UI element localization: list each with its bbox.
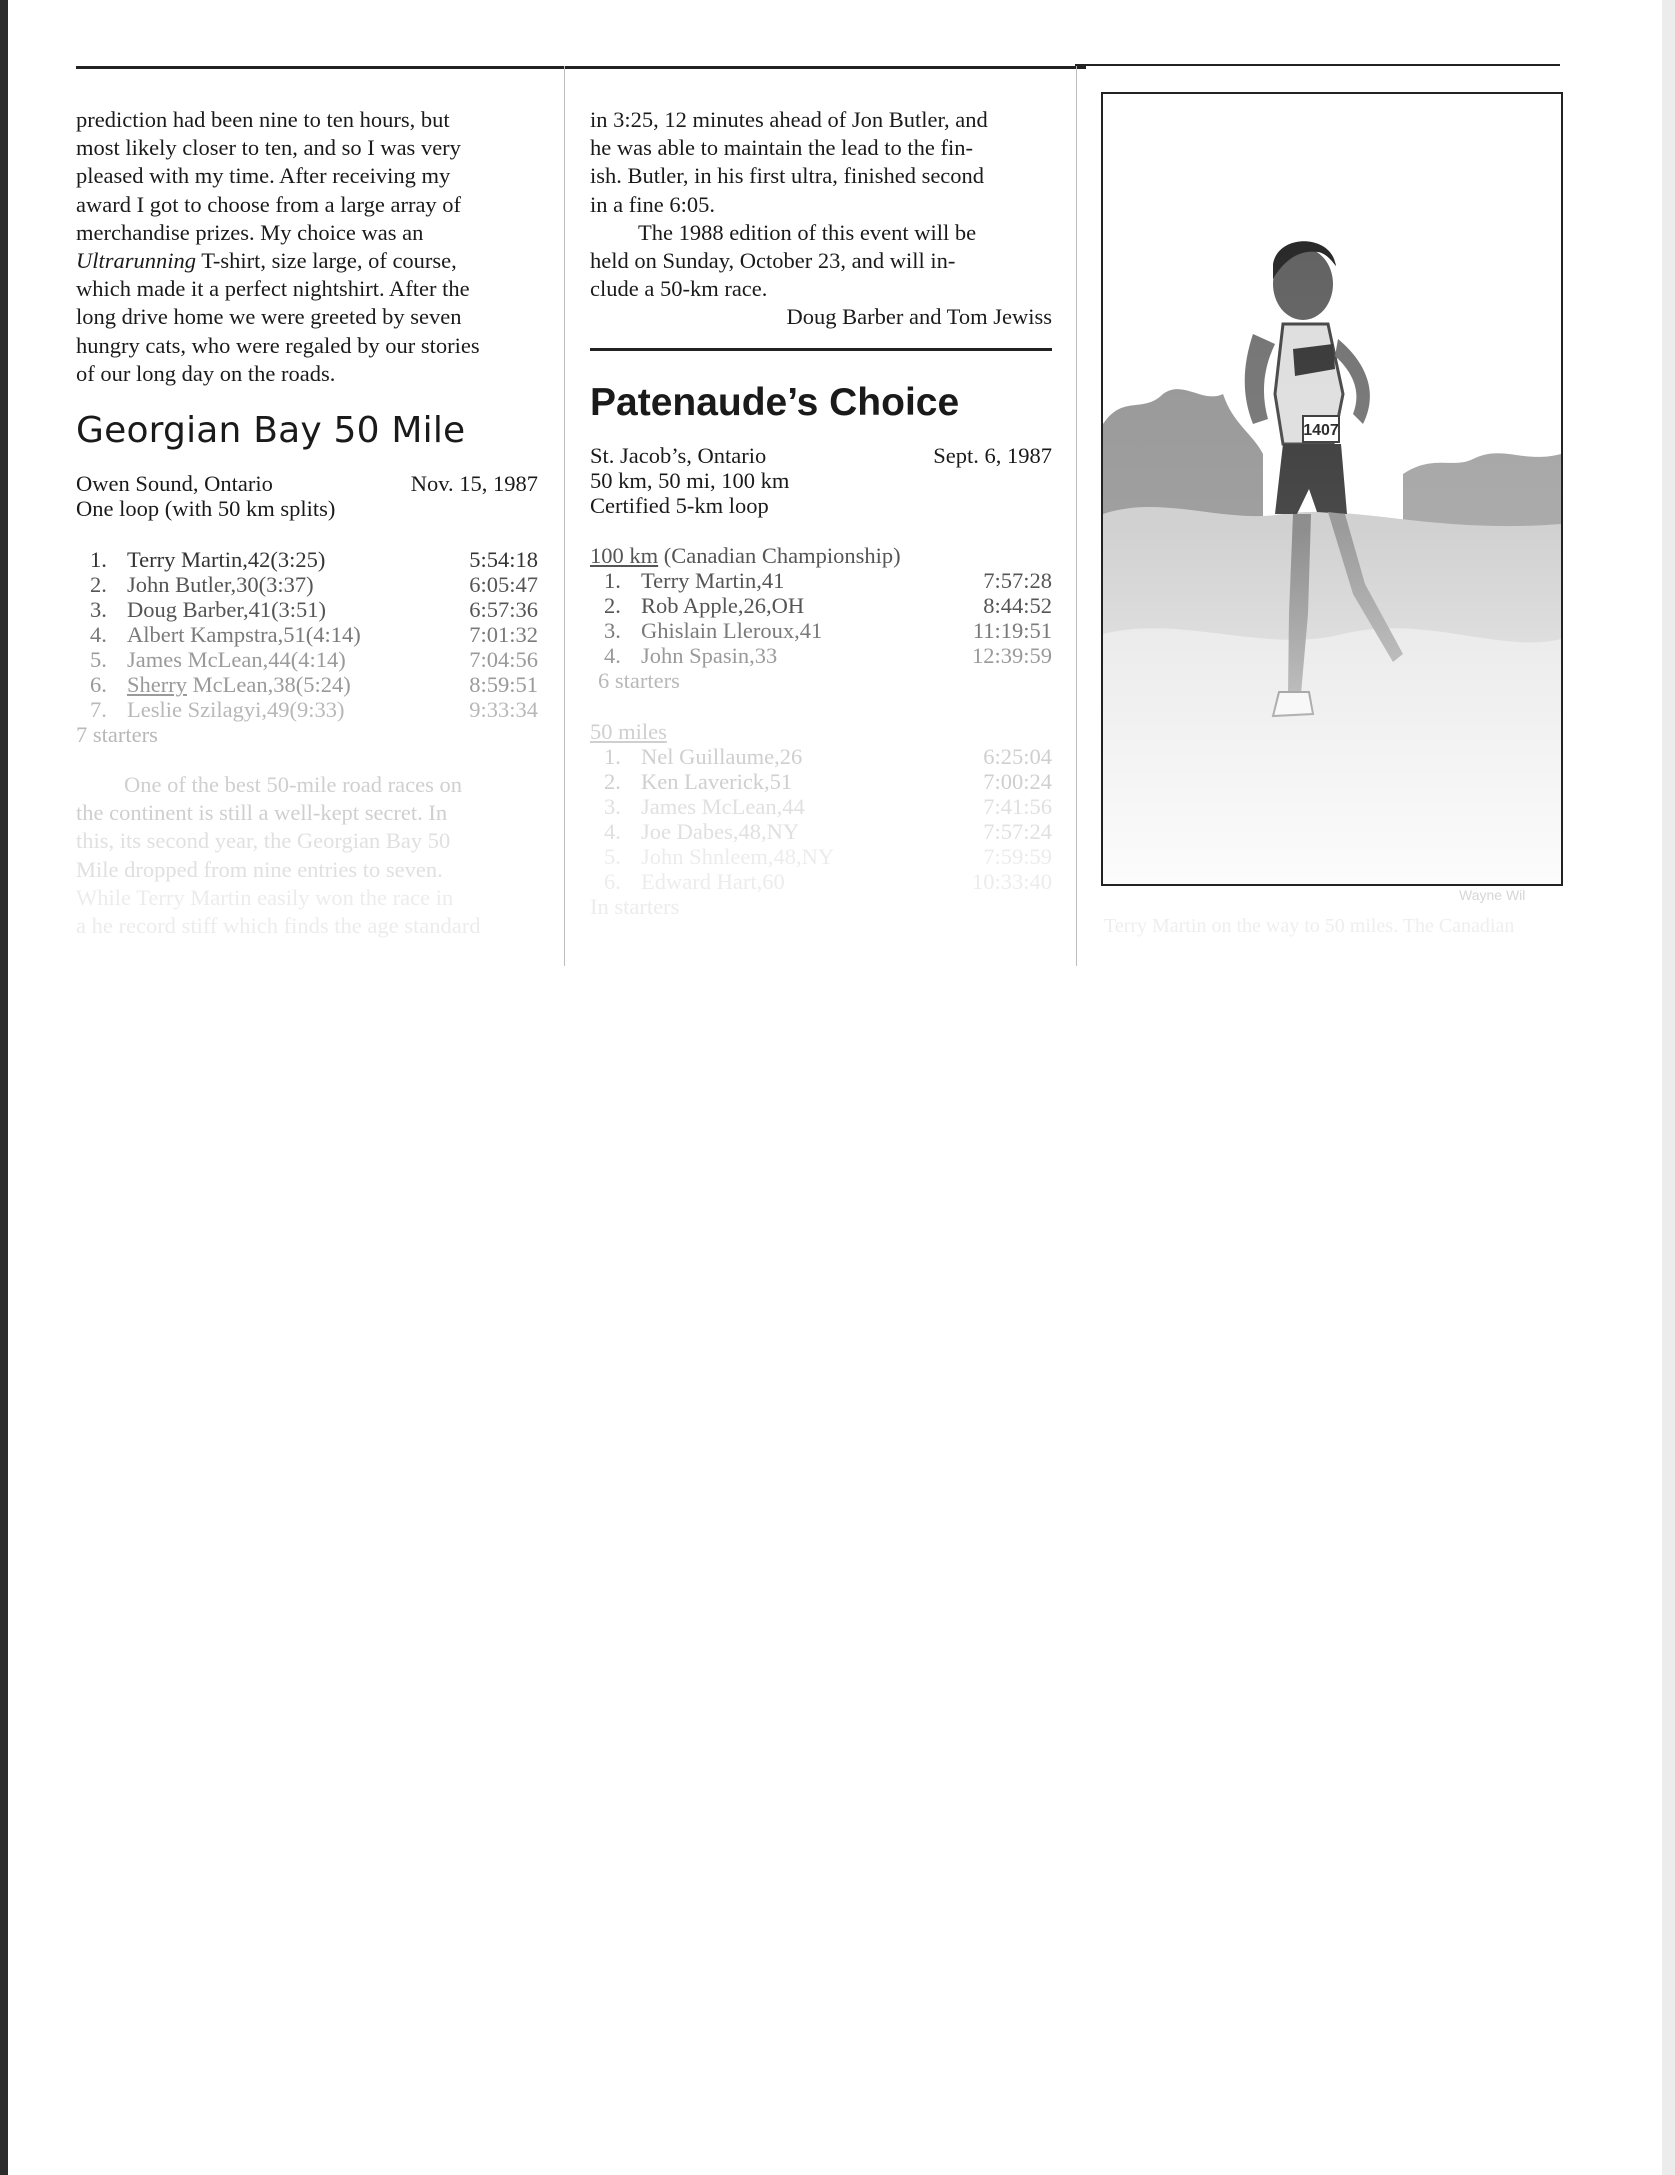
georgian-location: Owen Sound, Ontario (76, 471, 273, 497)
result-row (590, 844, 1052, 869)
category-label: 50 miles (590, 718, 667, 744)
column-divider-2 (1076, 66, 1077, 966)
result-name: James McLean,44(4:14) (127, 647, 346, 673)
result-place: 2. (604, 768, 621, 794)
category-label: 100 km (590, 542, 659, 568)
result-row (76, 572, 538, 597)
georgian-bay-title: Georgian Bay 50 Mile (76, 410, 466, 452)
georgian-format: One loop (with 50 km splits) (76, 496, 336, 522)
text-line: merchandise prizes. My choice was an (76, 219, 424, 245)
result-time: 6:57:36 (469, 597, 538, 623)
result-time: 12:39:59 (971, 642, 1052, 668)
result-row (76, 622, 538, 647)
result-time: 7:41:56 (983, 793, 1052, 819)
photo-caption: Terry Martin on the way to 50 miles. The Canadian (1104, 915, 1515, 937)
result-place: 1. (90, 547, 107, 573)
result-row (590, 869, 1052, 894)
georgian-meta (76, 471, 538, 496)
text-line: most likely closer to ten, and so I was very (76, 135, 461, 161)
result-row (76, 647, 538, 672)
result-row (590, 769, 1052, 794)
result-time: 6:25:04 (983, 743, 1052, 769)
text-line: the continent is still a well-kept secret. In (76, 800, 448, 826)
result-name: James McLean,44 (641, 793, 805, 819)
result-time: 6:05:47 (469, 572, 538, 598)
result-time: 10:33:40 (971, 868, 1052, 894)
page-edge-left (0, 0, 8, 2175)
result-place: 3. (90, 597, 107, 623)
left-column (76, 106, 538, 940)
intro-paragraph (76, 106, 538, 388)
result-name: McLean,38(5:24) (187, 672, 351, 698)
patenaude-meta (590, 443, 1052, 468)
result-place: 4. (604, 818, 621, 844)
result-place: 2. (90, 572, 107, 598)
martin-paragraph (590, 106, 1052, 219)
text-line: pleased with my time. After receiving my (76, 163, 451, 189)
result-place: 6. (604, 868, 621, 894)
result-place: 4. (90, 622, 107, 648)
result-place: 3. (604, 793, 621, 819)
georgian-results (76, 547, 538, 722)
category-note: (Canadian Championship) (658, 542, 901, 568)
georgian-report (76, 771, 538, 940)
text-line: a he record stiff which finds the age standard (76, 913, 481, 939)
text-line: held on Sunday, October 23, and will in- (590, 248, 956, 274)
result-name: Nel Guillaume,26 (641, 743, 803, 769)
result-row (590, 568, 1052, 593)
column-divider-1 (564, 66, 565, 966)
result-time: 9:33:34 (469, 697, 538, 723)
text-line: which made it a perfect nightshirt. After the (76, 276, 470, 302)
patenaude-course: Certified 5-km loop (590, 492, 769, 518)
text-line: of our long day on the roads. (76, 360, 336, 386)
text-line: The 1988 edition of this event will be (638, 219, 977, 245)
result-place: 2. (604, 592, 621, 618)
result-name: Ken Laverick,51 (641, 768, 793, 794)
patenaude-date: Sept. 6, 1987 (933, 442, 1052, 468)
result-place: 5. (604, 843, 621, 869)
result-place: 1. (604, 567, 621, 593)
section-rule (590, 348, 1052, 351)
text-line: he was able to maintain the lead to the fin- (590, 135, 973, 161)
text-line: Mile dropped from nine entries to seven. (76, 856, 443, 882)
patenaude-title: Patenaude’s Choice (590, 380, 960, 424)
middle-column (590, 106, 1052, 919)
text-line: hungry cats, who were regaled by our stories (76, 332, 480, 358)
runner-photo (1101, 92, 1563, 886)
result-name: Rob Apple,26,OH (641, 592, 805, 618)
result-name: Joe Dabes,48,NY (641, 818, 800, 844)
text-line: in 3:25, 12 minutes ahead of Jon Butler, and (590, 107, 988, 132)
result-name: Edward Hart,60 (641, 868, 785, 894)
result-time: 5:54:18 (469, 547, 538, 573)
result-time: 8:44:52 (983, 592, 1052, 618)
result-row (76, 672, 538, 697)
result-time: 7:00:24 (983, 768, 1052, 794)
result-name: Terry Martin,42(3:25) (127, 547, 326, 573)
result-time: 11:19:51 (972, 617, 1052, 643)
text-line-ultrarunning: Ultrarunning T-shirt, size large, of course, (76, 248, 457, 274)
result-name: Doug Barber,41(3:51) (127, 597, 327, 623)
category-100km (590, 543, 1052, 568)
text-line: this, its second year, the Georgian Bay 50 (76, 828, 451, 854)
category-50mi (590, 719, 1052, 744)
page-edge-right (1662, 0, 1675, 2175)
runner-photo-image (1103, 94, 1561, 884)
result-name: Terry Martin,41 (641, 567, 785, 593)
result-row (590, 819, 1052, 844)
result-time: 7:57:28 (983, 567, 1052, 593)
result-time: 7:01:32 (469, 622, 538, 648)
top-rule-photo (1075, 64, 1560, 66)
magazine-name: Ultrarunning (76, 248, 197, 274)
patenaude-location: St. Jacob’s, Ontario (590, 442, 767, 468)
result-name-underlined: Sherry (127, 672, 187, 698)
starters-50mi: In starters (590, 893, 680, 919)
top-rule (76, 66, 1086, 69)
result-name: Ghislain Lleroux,41 (641, 617, 823, 643)
georgian-date: Nov. 15, 1987 (410, 471, 538, 497)
results-100km (590, 568, 1052, 668)
starters-100km: 6 starters (598, 667, 680, 693)
result-name: John Spasin,33 (641, 642, 778, 668)
result-row (590, 643, 1052, 668)
result-name: John Shnleem,48,NY (641, 843, 835, 869)
text-line: long drive home we were greeted by seven (76, 304, 462, 330)
text-line: clude a 50-km race. (590, 276, 768, 302)
result-time: 7:57:24 (983, 818, 1052, 844)
results-50mi (590, 744, 1052, 894)
result-row (590, 794, 1052, 819)
text-line: ish. Butler, in his first ultra, finished second (590, 163, 985, 189)
result-place: 4. (604, 642, 621, 668)
result-time: 7:04:56 (469, 647, 538, 673)
georgian-starters: 7 starters (76, 722, 158, 748)
result-row (590, 618, 1052, 643)
result-row (76, 597, 538, 622)
author-signature: Doug Barber and Tom Jewiss (786, 304, 1052, 330)
result-place: 5. (90, 647, 107, 673)
result-place: 6. (90, 672, 107, 698)
result-place: 3. (604, 617, 621, 643)
result-row (590, 744, 1052, 769)
result-row (76, 547, 538, 572)
result-row (590, 593, 1052, 618)
result-name: Albert Kampstra,51(4:14) (127, 622, 361, 648)
text-line: prediction had been nine to ten hours, but (76, 107, 450, 132)
result-time: 7:59:59 (983, 843, 1052, 869)
text-line: in a fine 6:05. (590, 191, 715, 217)
result-place: 7. (90, 697, 107, 723)
next-year-paragraph (590, 219, 1052, 304)
photo-credit: Wayne Wil (1459, 887, 1526, 903)
text-line: While Terry Martin easily won the race in (76, 884, 454, 910)
patenaude-distances: 50 km, 50 mi, 100 km (590, 467, 790, 493)
result-name: John Butler,30(3:37) (127, 572, 314, 598)
result-name: Leslie Szilagyi,49(9:33) (127, 697, 345, 723)
result-row (76, 697, 538, 722)
text-line: One of the best 50-mile road races on (124, 772, 463, 798)
text-line: award I got to choose from a large array of (76, 191, 462, 217)
result-place: 1. (604, 743, 621, 769)
result-time: 8:59:51 (469, 672, 538, 698)
